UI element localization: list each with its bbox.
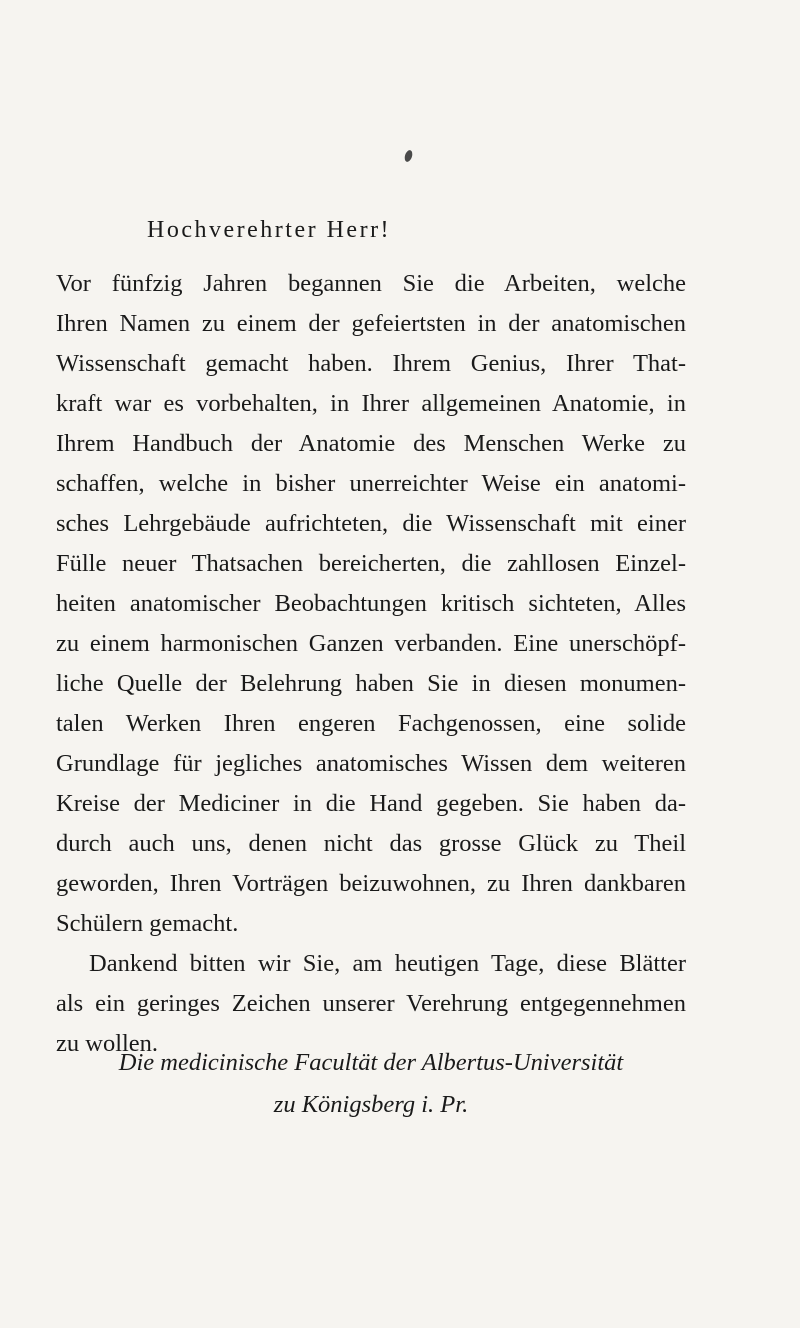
body-line: geworden, Ihren Vorträgen beizuwohnen, zu Ihren dankbaren (56, 870, 686, 897)
body-line: durch auch uns, denen nicht das grosse Glück zu Theil (56, 830, 686, 857)
body-line: Kreise der Mediciner in die Hand gegeben. Sie haben da- (56, 790, 686, 817)
body-line: zu einem harmonischen Ganzen verbanden. Eine unerschöpf- (56, 630, 686, 657)
body-line: talen Werken Ihren engeren Fachgenossen, eine solide (56, 710, 686, 737)
body-line: zu wollen. (56, 1030, 159, 1057)
body-line: Dankend bitten wir Sie, am heutigen Tage, diese Blätter (89, 950, 686, 977)
ink-speck (403, 149, 413, 163)
body-line: Schülern gemacht. (56, 910, 239, 937)
body-line: Vor fünfzig Jahren begannen Sie die Arbeiten, welche (56, 270, 686, 297)
body-line: Ihrem Handbuch der Anatomie des Menschen Werke zu (56, 430, 686, 457)
body-line: Fülle neuer Thatsachen bereicherten, die zahllosen Einzel- (56, 550, 686, 577)
body-line: als ein geringes Zeichen unserer Verehrung entgegennehmen (56, 990, 686, 1017)
signature-block (56, 1042, 686, 1126)
body-line: liche Quelle der Belehrung haben Sie in diesen monumen- (56, 670, 686, 697)
body-line: schaffen, welche in bisher unerreichter Weise ein anatomi- (56, 470, 686, 497)
body-line: heiten anatomischer Beobachtungen kritisch sichteten, Alles (56, 590, 686, 617)
signature-faculty: Die medicinische Facultät der Albertus-Universität (118, 1049, 624, 1076)
signature-location: zu Königsberg i. Pr. (273, 1091, 469, 1118)
body-line: Wissenschaft gemacht haben. Ihrem Genius, Ihrer That- (56, 350, 686, 377)
salutation: Hochverehrter Herr! (147, 217, 392, 243)
letter-body (56, 264, 686, 1064)
body-line: sches Lehrgebäude aufrichteten, die Wissenschaft mit einer (56, 510, 686, 537)
body-line: Grundlage für jegliches anatomisches Wissen dem weiteren (56, 750, 686, 777)
body-line: Ihren Namen zu einem der gefeiertsten in der anatomischen (56, 310, 686, 337)
body-line: kraft war es vorbehalten, in Ihrer allgemeinen Anatomie, in (56, 390, 686, 417)
